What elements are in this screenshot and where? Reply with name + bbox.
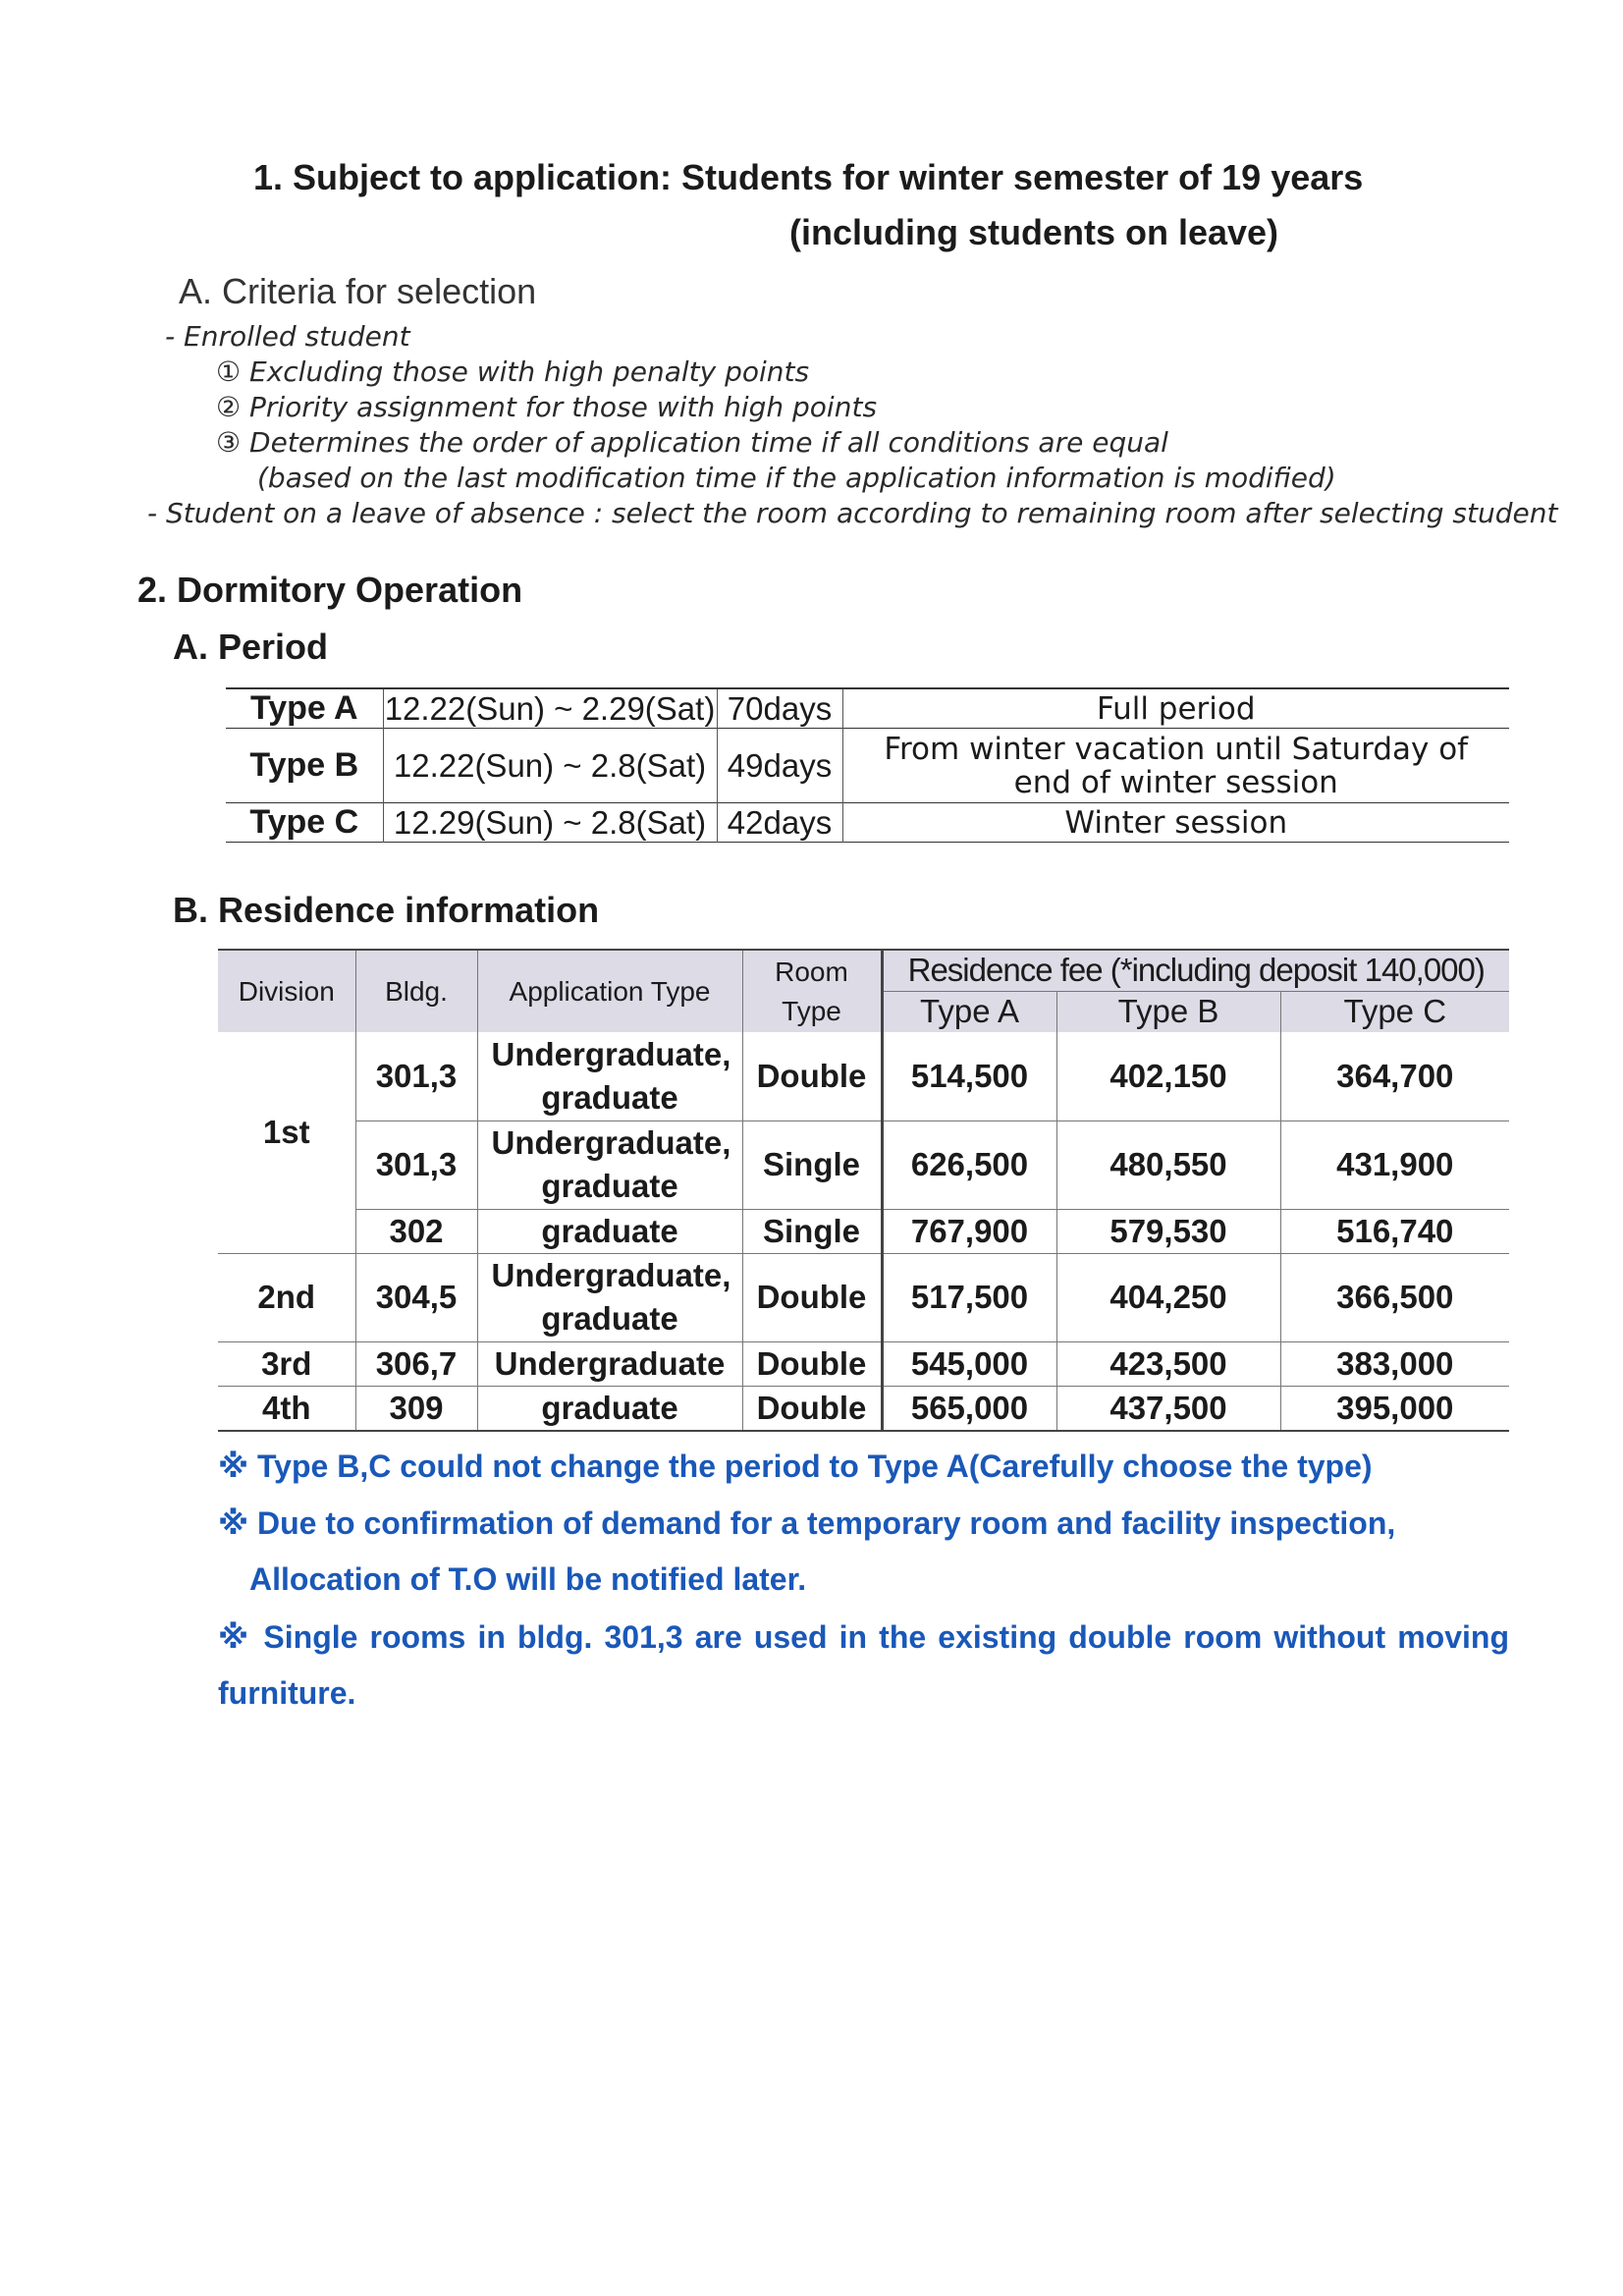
period-row	[226, 688, 1509, 729]
period-desc: Full period	[842, 688, 1509, 729]
period-type: Type A	[249, 689, 358, 727]
application-cell: graduate	[477, 1209, 742, 1253]
fee-type-a-cell: 626,500	[882, 1121, 1056, 1209]
fee-type-c-cell: 395,000	[1280, 1386, 1509, 1431]
fee-type-a-cell: 767,900	[882, 1209, 1056, 1253]
header-division: Division	[218, 950, 355, 1032]
section2-title: 2. Dormitory Operation	[137, 570, 523, 610]
room-type-cell: Single	[742, 1209, 882, 1253]
period-days: 42days	[717, 803, 842, 843]
room-type-cell: Double	[742, 1386, 882, 1431]
residence-header-row	[218, 950, 1509, 991]
period-range: 12.22(Sun) ~ 2.8(Sat)	[383, 729, 717, 803]
bldg-cell: 301,3	[355, 1032, 477, 1121]
table-row	[218, 1209, 1509, 1253]
bldg-cell: 306,7	[355, 1341, 477, 1386]
period-range: 12.29(Sun) ~ 2.8(Sat)	[383, 803, 717, 843]
fee-type-a-cell: 565,000	[882, 1386, 1056, 1431]
table-row	[218, 1121, 1509, 1209]
fee-type-a-cell: 545,000	[882, 1341, 1056, 1386]
division-cell: 2nd	[218, 1253, 355, 1341]
criteria-line: (based on the last modification time if the application information is modified)	[257, 462, 1336, 494]
period-type: Type B	[249, 746, 359, 784]
period-desc: From winter vacation until Saturday of end of winter session	[842, 729, 1509, 803]
bldg-cell: 304,5	[355, 1253, 477, 1341]
residence-table	[218, 949, 1509, 1432]
bldg-cell: 302	[355, 1209, 477, 1253]
header-type-c: Type C	[1280, 991, 1509, 1032]
note-line: furniture.	[218, 1675, 356, 1711]
fee-type-c-cell: 431,900	[1280, 1121, 1509, 1209]
fee-type-a-cell: 514,500	[882, 1032, 1056, 1121]
header-bldg: Bldg.	[355, 950, 477, 1032]
table-row	[218, 1253, 1509, 1341]
note-line: ※ Due to confirmation of demand for a temporary room and facility inspection,	[218, 1505, 1396, 1541]
period-desc: Winter session	[842, 803, 1509, 843]
section1-title: 1. Subject to application: Students for winter semester of 19 years	[253, 157, 1364, 197]
criteria-line: ① Excluding those with high penalty points	[216, 355, 810, 388]
header-type-b: Type B	[1056, 991, 1280, 1032]
period-heading: A. Period	[173, 627, 329, 667]
fee-type-a-cell: 517,500	[882, 1253, 1056, 1341]
fee-type-b-cell: 404,250	[1056, 1253, 1280, 1341]
division-cell: 3rd	[218, 1341, 355, 1386]
period-row	[226, 803, 1509, 843]
header-application-type: Application Type	[477, 950, 742, 1032]
room-type-cell: Double	[742, 1032, 882, 1121]
criteria-line: ③ Determines the order of application time if all conditions are equal	[216, 426, 1168, 459]
application-cell: graduate	[477, 1386, 742, 1431]
fee-type-b-cell: 423,500	[1056, 1341, 1280, 1386]
room-type-cell: Single	[742, 1121, 882, 1209]
application-cell: Undergraduate	[477, 1341, 742, 1386]
period-type: Type C	[249, 803, 359, 841]
criteria-line: - Student on a leave of absence : select the room according to remaining room after selecting student	[147, 497, 1558, 529]
residence-heading: B. Residence information	[173, 890, 600, 930]
header-type-a: Type A	[882, 991, 1056, 1032]
criteria-heading: A. Criteria for selection	[179, 271, 537, 311]
fee-type-b-cell: 480,550	[1056, 1121, 1280, 1209]
division-cell: 4th	[218, 1386, 355, 1431]
section1-subtitle: (including students on leave)	[789, 212, 1279, 252]
fee-type-b-cell: 437,500	[1056, 1386, 1280, 1431]
table-row	[218, 1341, 1509, 1386]
period-row	[226, 729, 1509, 803]
bldg-cell: 309	[355, 1386, 477, 1431]
note-line: Allocation of T.O will be notified later.	[249, 1561, 807, 1597]
application-cell: Undergraduate, graduate	[477, 1032, 742, 1121]
note-line: ※ Type B,C could not change the period to Type A(Carefully choose the type)	[218, 1449, 1373, 1484]
application-cell: Undergraduate, graduate	[477, 1253, 742, 1341]
header-room-type: Room Type	[742, 950, 882, 1032]
period-days: 70days	[717, 688, 842, 729]
fee-type-b-cell: 579,530	[1056, 1209, 1280, 1253]
room-type-cell: Double	[742, 1341, 882, 1386]
header-residence-fee: Residence fee (*including deposit 140,000)	[882, 950, 1509, 991]
bldg-cell: 301,3	[355, 1121, 477, 1209]
period-table	[226, 687, 1509, 843]
table-row	[218, 1032, 1509, 1121]
period-range: 12.22(Sun) ~ 2.29(Sat)	[384, 689, 716, 727]
note-line: ※ Single rooms in bldg. 301,3 are used in the existing double room without moving	[218, 1619, 1509, 1655]
criteria-line: - Enrolled student	[165, 320, 410, 353]
division-cell: 1st	[218, 1032, 355, 1253]
room-type-cell: Double	[742, 1253, 882, 1341]
fee-type-c-cell: 364,700	[1280, 1032, 1509, 1121]
table-row	[218, 1386, 1509, 1431]
fee-type-c-cell: 366,500	[1280, 1253, 1509, 1341]
fee-type-c-cell: 516,740	[1280, 1209, 1509, 1253]
period-days: 49days	[717, 729, 842, 803]
fee-type-b-cell: 402,150	[1056, 1032, 1280, 1121]
fee-type-c-cell: 383,000	[1280, 1341, 1509, 1386]
application-cell: Undergraduate, graduate	[477, 1121, 742, 1209]
criteria-line: ② Priority assignment for those with high points	[216, 391, 878, 423]
